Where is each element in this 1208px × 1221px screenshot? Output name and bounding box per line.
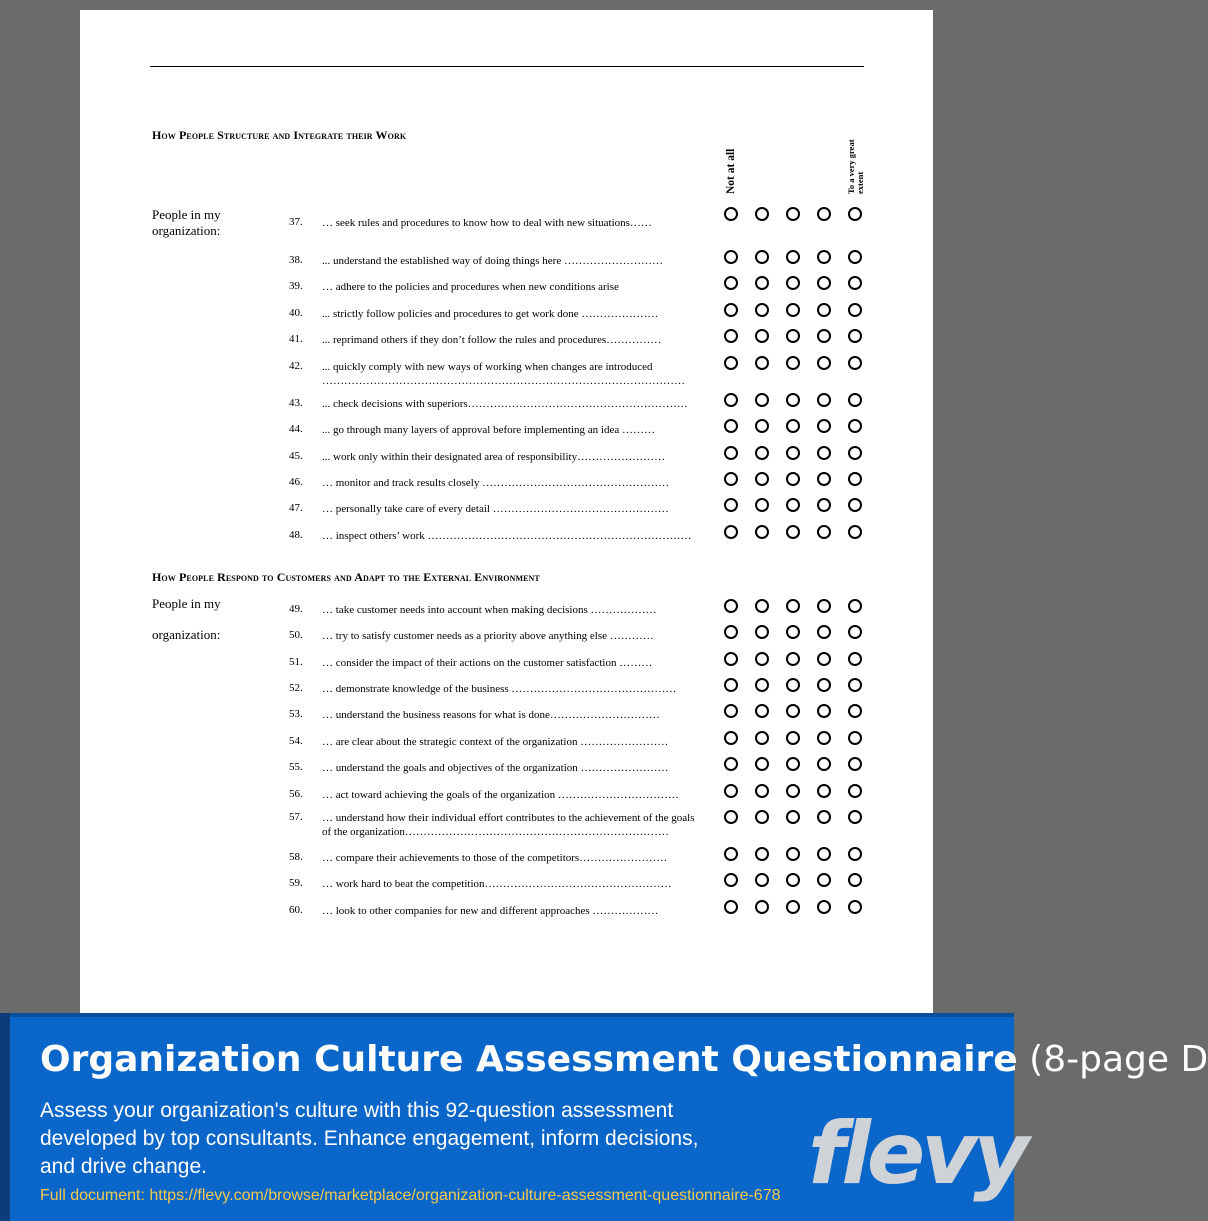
- customers-question-text: … demonstrate knowledge of the business ………………………………………: [322, 683, 677, 695]
- customers-rating-scale: [724, 625, 864, 639]
- rating-option-3[interactable]: [786, 356, 800, 370]
- structure-rating-scale: [724, 276, 864, 290]
- rating-option-4[interactable]: [817, 303, 831, 317]
- structure-question-number: 45.: [289, 450, 303, 462]
- rating-option-3[interactable]: [786, 873, 800, 887]
- rating-option-1[interactable]: [724, 731, 738, 745]
- banner-description: Assess your organization's culture with this 92-question assessment developed by top consultants. Enhance engagement, inform decisions, and drive change.: [40, 1099, 699, 1178]
- rating-option-5[interactable]: [848, 356, 862, 370]
- structure-question-text: … monitor and track results closely ……………………………………………: [322, 477, 670, 489]
- customers-rating-scale: [724, 873, 864, 887]
- customers-rating-scale: [724, 678, 864, 692]
- structure-question-text: ... strictly follow policies and procedures to get work done …………………: [322, 308, 659, 320]
- rating-option-3[interactable]: [786, 303, 800, 317]
- structure-question-text: ... quickly comply with new ways of working when changes are introduced ………………………………………………………………………………………: [322, 361, 685, 387]
- rating-option-2[interactable]: [755, 393, 769, 407]
- customers-question-text: … look to other companies for new and different approaches ………………: [322, 905, 659, 917]
- rating-option-4[interactable]: [817, 472, 831, 486]
- customers-rating-scale: [724, 731, 864, 745]
- rating-option-3[interactable]: [786, 784, 800, 798]
- customers-question-number: 49.: [289, 603, 303, 615]
- structure-question-number: 43.: [289, 397, 303, 409]
- group-label-customers-2: organization:: [152, 627, 221, 642]
- customers-question-number: 54.: [289, 735, 303, 747]
- rating-option-4[interactable]: [817, 704, 831, 718]
- customers-rating-scale: [724, 900, 864, 914]
- customers-question-text: … act toward achieving the goals of the organization ……………………………: [322, 789, 679, 801]
- rating-option-3[interactable]: [786, 498, 800, 512]
- scale-high-label: To a very great extent: [846, 139, 865, 194]
- section-heading-customers: How People Respond to Customers and Adapt to the External Environment: [152, 570, 540, 584]
- rating-option-2[interactable]: [755, 678, 769, 692]
- rating-option-2[interactable]: [755, 625, 769, 639]
- rating-option-1[interactable]: [724, 704, 738, 718]
- rating-option-3[interactable]: [786, 472, 800, 486]
- rating-option-2[interactable]: [755, 847, 769, 861]
- structure-rating-scale: [724, 250, 864, 264]
- rating-option-1[interactable]: [724, 757, 738, 771]
- customers-rating-scale: [724, 704, 864, 718]
- customers-question-text: … are clear about the strategic context of the organization ……………………: [322, 736, 669, 748]
- rating-option-4[interactable]: [817, 356, 831, 370]
- rating-option-3[interactable]: [786, 446, 800, 460]
- rating-option-2[interactable]: [755, 599, 769, 613]
- header-rule: [150, 66, 864, 67]
- rating-option-5[interactable]: [848, 731, 862, 745]
- promo-banner: [0, 1013, 1208, 1221]
- rating-option-3[interactable]: [786, 847, 800, 861]
- structure-question-number: 41.: [289, 333, 303, 345]
- rating-option-4[interactable]: [817, 329, 831, 343]
- rating-option-4[interactable]: [817, 498, 831, 512]
- rating-option-1[interactable]: [724, 207, 738, 221]
- rating-option-4[interactable]: [817, 207, 831, 221]
- rating-option-5[interactable]: [848, 784, 862, 798]
- rating-option-1[interactable]: [724, 847, 738, 861]
- rating-option-4[interactable]: [817, 900, 831, 914]
- rating-option-4[interactable]: [817, 731, 831, 745]
- structure-question-number: 39.: [289, 280, 303, 292]
- customers-question-text: … compare their achievements to those of the competitors……………………: [322, 852, 668, 864]
- structure-rating-scale: [724, 472, 864, 486]
- customers-rating-scale: [724, 810, 864, 824]
- rating-option-1[interactable]: [724, 873, 738, 887]
- rating-option-4[interactable]: [817, 810, 831, 824]
- rating-option-1[interactable]: [724, 472, 738, 486]
- customers-question-text: … understand how their individual effort contributes to the achievement of the goals of the organization………………………………………………………………: [322, 812, 695, 838]
- structure-question-text: ... reprimand others if they don’t follow the rules and procedures……………: [322, 334, 662, 346]
- rating-option-4[interactable]: [817, 599, 831, 613]
- rating-option-2[interactable]: [755, 873, 769, 887]
- rating-option-2[interactable]: [755, 446, 769, 460]
- structure-question-number: 37.: [289, 216, 303, 228]
- rating-option-5[interactable]: [848, 393, 862, 407]
- structure-question-number: 42.: [289, 360, 303, 372]
- structure-question-number: 38.: [289, 254, 303, 266]
- scale-low-label: Not at all: [725, 148, 737, 194]
- rating-option-3[interactable]: [786, 900, 800, 914]
- rating-option-3[interactable]: [786, 393, 800, 407]
- rating-option-1[interactable]: [724, 393, 738, 407]
- rating-option-5[interactable]: [848, 276, 862, 290]
- customers-rating-scale: [724, 784, 864, 798]
- rating-option-2[interactable]: [755, 250, 769, 264]
- customers-rating-scale: [724, 847, 864, 861]
- customers-question-text: … understand the business reasons for what is done…………………………: [322, 709, 660, 721]
- structure-question-text: ... understand the established way of doing things here ………………………: [322, 255, 663, 267]
- structure-question-text: … inspect others’ work ………………………………………………………………: [322, 530, 692, 542]
- rating-option-1[interactable]: [724, 652, 738, 666]
- rating-option-5[interactable]: [848, 303, 862, 317]
- structure-question-number: 40.: [289, 307, 303, 319]
- customers-question-text: … understand the goals and objectives of the organization ……………………: [322, 762, 669, 774]
- customers-question-number: 56.: [289, 788, 303, 800]
- structure-rating-scale: [724, 329, 864, 343]
- flevy-logo[interactable]: flevy: [808, 1104, 1026, 1204]
- structure-rating-scale: [724, 393, 864, 407]
- customers-question-number: 57.: [289, 811, 303, 823]
- banner-top-edge: [0, 1013, 1014, 1017]
- rating-option-1[interactable]: [724, 446, 738, 460]
- rating-option-5[interactable]: [848, 625, 862, 639]
- rating-option-2[interactable]: [755, 207, 769, 221]
- banner-title-main: Organization Culture Assessment Questionnaire: [40, 1039, 1018, 1080]
- rating-option-2[interactable]: [755, 276, 769, 290]
- customers-question-text: … try to satisfy customer needs as a priority above anything else …………: [322, 630, 654, 642]
- rating-option-1[interactable]: [724, 303, 738, 317]
- rating-option-1[interactable]: [724, 419, 738, 433]
- rating-option-3[interactable]: [786, 329, 800, 343]
- group-label-structure: People in my organization:: [152, 207, 221, 238]
- customers-question-number: 60.: [289, 904, 303, 916]
- group-label-customers-1: People in my: [152, 596, 221, 611]
- rating-option-5[interactable]: [848, 472, 862, 486]
- customers-question-text: … work hard to beat the competition……………………………………………: [322, 878, 672, 890]
- structure-rating-scale: [724, 498, 864, 512]
- rating-option-4[interactable]: [817, 525, 831, 539]
- rating-option-2[interactable]: [755, 303, 769, 317]
- rating-option-3[interactable]: [786, 625, 800, 639]
- rating-option-4[interactable]: [817, 393, 831, 407]
- customers-question-text: … consider the impact of their actions on the customer satisfaction ………: [322, 657, 653, 669]
- rating-option-4[interactable]: [817, 446, 831, 460]
- rating-option-5[interactable]: [848, 599, 862, 613]
- structure-rating-scale: [724, 303, 864, 317]
- structure-rating-scale: [724, 356, 864, 370]
- structure-question-text: … personally take care of every detail …………………………………………: [322, 503, 669, 515]
- rating-option-3[interactable]: [786, 525, 800, 539]
- rating-option-1[interactable]: [724, 784, 738, 798]
- rating-option-4[interactable]: [817, 419, 831, 433]
- rating-option-3[interactable]: [786, 757, 800, 771]
- rating-option-5[interactable]: [848, 873, 862, 887]
- rating-option-2[interactable]: [755, 900, 769, 914]
- rating-option-5[interactable]: [848, 900, 862, 914]
- rating-option-5[interactable]: [848, 329, 862, 343]
- banner-document-link[interactable]: Full document: https://flevy.com/browse/marketplace/organization-culture-assessment-questionnaire-678: [40, 1187, 781, 1204]
- customers-rating-scale: [724, 599, 864, 613]
- rating-option-3[interactable]: [786, 678, 800, 692]
- rating-option-5[interactable]: [848, 652, 862, 666]
- rating-option-4[interactable]: [817, 652, 831, 666]
- structure-question-text: … seek rules and procedures to know how to deal with new situations……: [322, 217, 652, 229]
- rating-option-1[interactable]: [724, 356, 738, 370]
- document-page: [80, 10, 933, 1013]
- banner-title-rest: (8-page D: [1017, 1039, 1208, 1080]
- rating-option-3[interactable]: [786, 599, 800, 613]
- rating-option-1[interactable]: [724, 900, 738, 914]
- rating-option-2[interactable]: [755, 731, 769, 745]
- rating-option-5[interactable]: [848, 757, 862, 771]
- rating-option-3[interactable]: [786, 207, 800, 221]
- rating-option-5[interactable]: [848, 525, 862, 539]
- structure-question-text: ... check decisions with superiors……………………………………………………: [322, 398, 688, 410]
- structure-rating-scale: [724, 419, 864, 433]
- customers-question-number: 55.: [289, 761, 303, 773]
- rating-option-5[interactable]: [848, 207, 862, 221]
- rating-option-5[interactable]: [848, 847, 862, 861]
- rating-option-3[interactable]: [786, 731, 800, 745]
- structure-question-text: … adhere to the policies and procedures when new conditions arise: [322, 281, 619, 293]
- rating-option-3[interactable]: [786, 276, 800, 290]
- rating-option-4[interactable]: [817, 276, 831, 290]
- rating-option-3[interactable]: [786, 652, 800, 666]
- structure-question-text: ... go through many layers of approval before implementing an idea ………: [322, 424, 655, 436]
- rating-option-1[interactable]: [724, 498, 738, 512]
- customers-question-number: 52.: [289, 682, 303, 694]
- rating-option-2[interactable]: [755, 329, 769, 343]
- structure-question-number: 44.: [289, 423, 303, 435]
- structure-rating-scale: [724, 525, 864, 539]
- customers-question-number: 59.: [289, 877, 303, 889]
- customers-question-number: 53.: [289, 708, 303, 720]
- banner-title[interactable]: [40, 1039, 1208, 1080]
- rating-option-2[interactable]: [755, 704, 769, 718]
- rating-option-4[interactable]: [817, 873, 831, 887]
- structure-question-number: 48.: [289, 529, 303, 541]
- customers-question-number: 58.: [289, 851, 303, 863]
- structure-rating-scale: [724, 446, 864, 460]
- rating-option-2[interactable]: [755, 784, 769, 798]
- rating-option-5[interactable]: [848, 498, 862, 512]
- rating-option-2[interactable]: [755, 472, 769, 486]
- rating-option-2[interactable]: [755, 356, 769, 370]
- rating-option-1[interactable]: [724, 525, 738, 539]
- rating-option-2[interactable]: [755, 757, 769, 771]
- rating-option-4[interactable]: [817, 625, 831, 639]
- rating-option-5[interactable]: [848, 810, 862, 824]
- rating-option-2[interactable]: [755, 498, 769, 512]
- rating-option-5[interactable]: [848, 419, 862, 433]
- rating-option-5[interactable]: [848, 704, 862, 718]
- rating-option-5[interactable]: [848, 678, 862, 692]
- rating-option-1[interactable]: [724, 250, 738, 264]
- rating-option-1[interactable]: [724, 678, 738, 692]
- rating-option-4[interactable]: [817, 757, 831, 771]
- customers-question-number: 50.: [289, 629, 303, 641]
- structure-question-number: 46.: [289, 476, 303, 488]
- rating-option-4[interactable]: [817, 784, 831, 798]
- customers-question-number: 51.: [289, 656, 303, 668]
- rating-option-2[interactable]: [755, 525, 769, 539]
- rating-option-4[interactable]: [817, 847, 831, 861]
- rating-option-3[interactable]: [786, 810, 800, 824]
- rating-option-1[interactable]: [724, 625, 738, 639]
- banner-left-edge: [0, 1013, 10, 1221]
- structure-question-text: ... work only within their designated area of responsibility……………………: [322, 451, 666, 463]
- rating-option-3[interactable]: [786, 419, 800, 433]
- rating-option-2[interactable]: [755, 652, 769, 666]
- rating-option-4[interactable]: [817, 250, 831, 264]
- rating-option-1[interactable]: [724, 276, 738, 290]
- rating-option-5[interactable]: [848, 250, 862, 264]
- rating-option-1[interactable]: [724, 599, 738, 613]
- rating-option-1[interactable]: [724, 329, 738, 343]
- customers-question-text: … take customer needs into account when making decisions ………………: [322, 604, 657, 616]
- section-heading-structure: How People Structure and Integrate their Work: [152, 128, 407, 142]
- customers-rating-scale: [724, 652, 864, 666]
- rating-option-5[interactable]: [848, 446, 862, 460]
- rating-option-4[interactable]: [817, 678, 831, 692]
- rating-option-2[interactable]: [755, 419, 769, 433]
- structure-rating-scale: [724, 207, 864, 221]
- rating-option-3[interactable]: [786, 250, 800, 264]
- rating-option-2[interactable]: [755, 810, 769, 824]
- customers-rating-scale: [724, 757, 864, 771]
- rating-option-3[interactable]: [786, 704, 800, 718]
- rating-option-1[interactable]: [724, 810, 738, 824]
- structure-question-number: 47.: [289, 502, 303, 514]
